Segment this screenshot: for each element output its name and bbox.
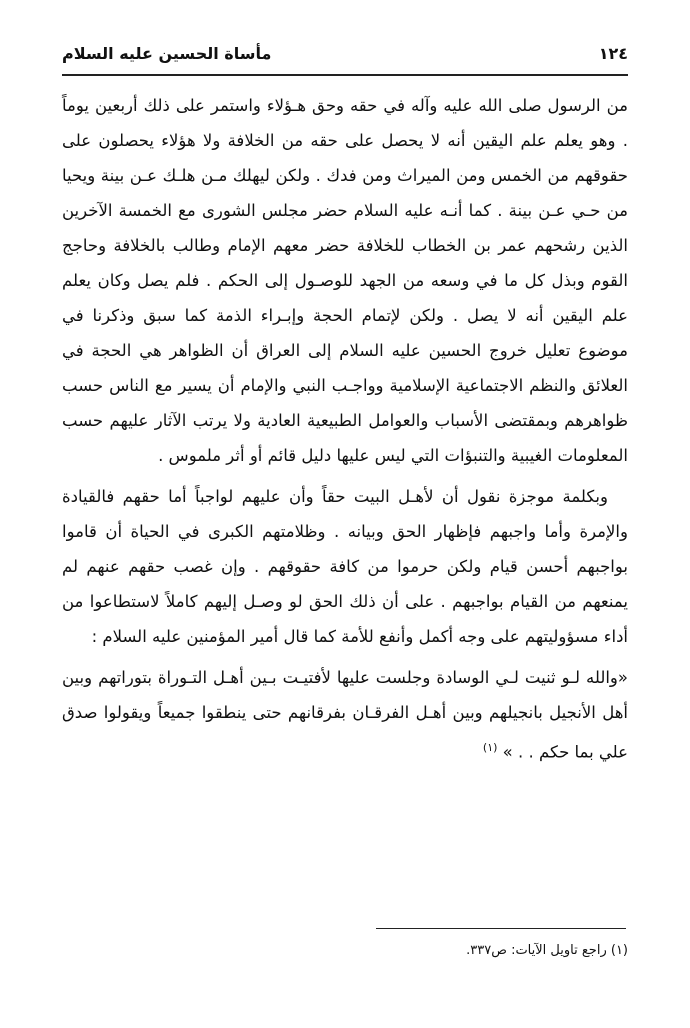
page-header	[62, 38, 628, 68]
quotation	[62, 660, 628, 770]
footnote: (١) راجع تاويل الآيات: ص٣٣٧.	[466, 943, 628, 958]
quotation-text: «والله لـو ثنيت لـي الوسادة وجلست عليها لأفتيـت بـين أهـل التـوراة بتوراتهم وبين أهل الأنجيل بانجيلهم وبين أهـل الفرقـان بفرقانهم حتى ينطقوا جميعاً ويقولوا صدق علي بما حكم . . »	[62, 668, 628, 762]
paragraph-2: وبكلمة موجزة نقول أن لأهـل البيت حقاً وأن عليهم لواجباً أما حقهم فالقيادة والإمرة وأما واجبهم فإظهار الحق وبيانه . وظلامتهم الكبرى في الحياة أن قاموا بواجبهم أحسن قيام ولكن حرموا من كافة حقوقهم . وإن غصب حقهم عنهم لم يمنعهم من القيام بواجبهم . على أن ذلك الحق لو وصـل إليهم كاملاً لاستطاعوا من أداء مسؤوليتهم على وجه أكمل وأنفع للأمة كما قال أمير المؤمنين عليه السلام :	[62, 487, 628, 646]
paragraph-1: من الرسول صلى الله عليه وآله في حقه وحق هـؤلاء واستمر على ذلك أربعين يوماً . وهو يعلم علم اليقين أنه لا يحصل على حقه من الخلافة ولا هؤلاء يحصلون على حقوقهم من الخمس ومن الميراث ومن فدك . ولكن ليهلك مـن هلـك عـن بينة ويحيا من حـي عـن بينة . كما أنـه عليه السلام حضر مجلس الشورى مع الخمسة الآخرين الذين رشحهم عمر بن الخطاب للخلافة حضر معهم الإمام وطالب بالخلافة وحاجج القوم وبذل كل ما في وسعه من الجهد للوصـول إلى الحكم . فلم يصل وكان يعلم علم اليقين أنه لا يصل . ولكن لإتمام الحجة وإبـراء الذمة كما سبق وذكرنا في موضوع تعليل خروج الحسين عليه السلام إلى العراق أن الظواهر هي الحجة في العلائق والنظم الاجتماعية الإسلامية وواجـب النبي والإمام أن يسير مع الناس حسب ظواهرهم وبمقتضى الأسباب والعوامل الطبيعية العادية ولا يرتب الآثار عليهم حسب المعلومات الغيبية والتنبؤات التي ليس عليها دليل قائم أو أثر ملموس .	[62, 96, 628, 465]
page-number: ١٢٤	[598, 43, 628, 63]
body-text	[62, 88, 628, 770]
header-rule	[62, 74, 628, 76]
running-title: مأساة الحسين عليه السلام	[62, 43, 272, 63]
footnote-rule	[376, 928, 626, 929]
footnote-marker: (١)	[482, 741, 498, 754]
